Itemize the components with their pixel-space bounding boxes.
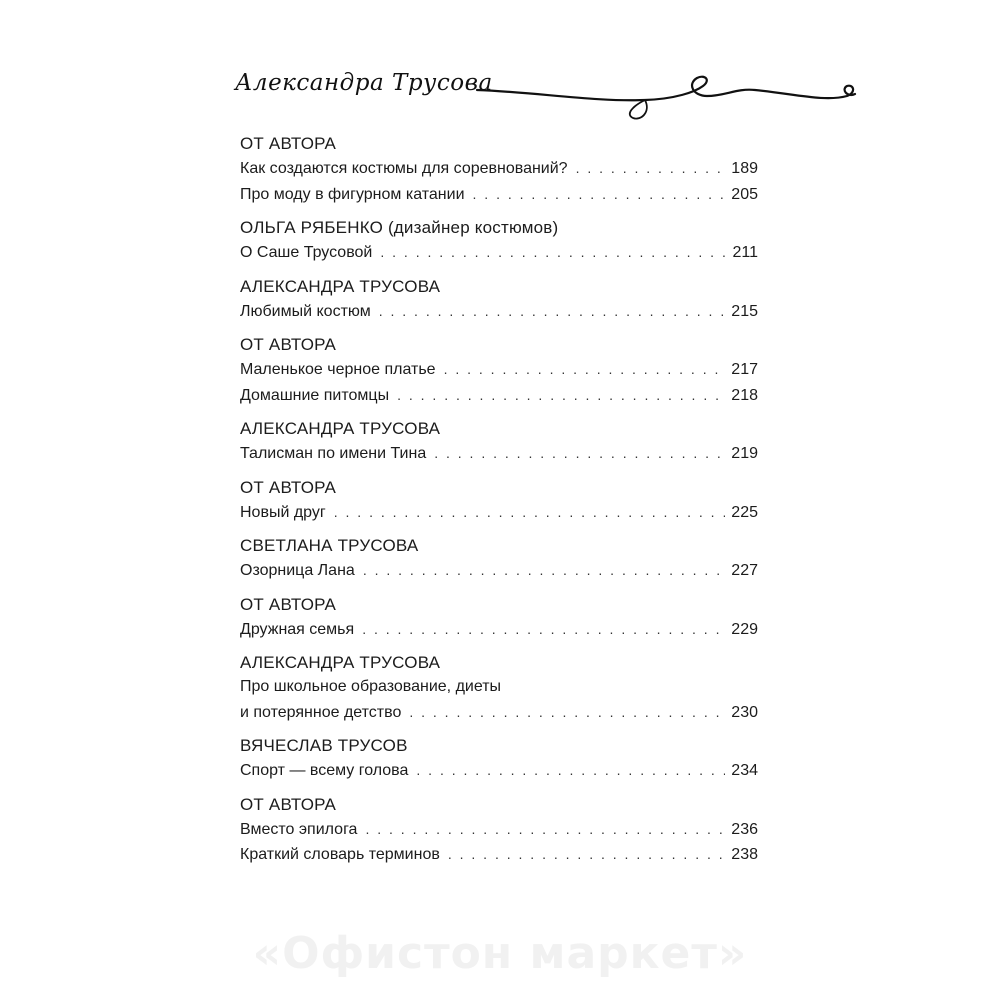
toc-section: [240, 476, 758, 526]
entry-title: Про моду в фигурном катании: [240, 185, 465, 203]
section-heading: ОТ АВТОРА: [240, 335, 337, 354]
section-heading: ОТ АВТОРА: [240, 477, 337, 497]
entry-title: Талисман по имени Тина: [240, 445, 427, 462]
entry-title: Озорница Лана: [240, 562, 355, 579]
page-header: [235, 62, 860, 122]
dot-leader: [576, 156, 726, 180]
section-heading: ОЛЬГА РЯБЕНКО (дизайнер костюмов): [240, 218, 559, 237]
section-heading: АЛЕКСАНДРА ТРУСОВА: [240, 653, 441, 672]
dot-leader: [409, 700, 725, 724]
toc-section: [240, 417, 758, 467]
toc-entry[interactable]: [240, 817, 758, 843]
entry-title: Спорт — всему голова: [240, 762, 409, 779]
toc-section: [240, 734, 758, 784]
toc-entry[interactable]: [240, 299, 758, 325]
entry-title: Вместо эпилога: [240, 820, 358, 838]
section-heading: ОТ АВТОРА: [240, 134, 337, 153]
entry-title: Как создаются костюмы для соревнований?: [240, 160, 568, 177]
toc-section: [240, 275, 758, 325]
toc-section: [240, 793, 758, 868]
dot-leader: [397, 383, 725, 407]
toc-section: [240, 216, 758, 266]
entry-title: Краткий словарь терминов: [240, 846, 440, 863]
section-heading: АЛЕКСАНДРА ТРУСОВА: [240, 419, 441, 438]
toc-section: [240, 333, 758, 408]
page-number: 189: [731, 160, 758, 177]
toc-entry[interactable]: [240, 156, 758, 182]
toc-entry[interactable]: [240, 675, 758, 725]
toc-entry[interactable]: [240, 182, 758, 208]
page-number: 215: [731, 302, 758, 320]
dot-leader: [334, 500, 726, 524]
watermark: «Офистон маркет»: [252, 928, 748, 979]
decorative-swirl-icon: [475, 62, 860, 122]
section-heading: ОТ АВТОРА: [240, 794, 337, 814]
section-heading: ОТ АВТОРА: [240, 594, 337, 614]
entry-title: О Саше Трусовой: [240, 244, 373, 261]
toc-entry[interactable]: [240, 617, 758, 643]
dot-leader: [363, 558, 725, 582]
page-number: 205: [731, 185, 758, 203]
dot-leader: [444, 357, 726, 381]
page-number: 211: [732, 244, 758, 261]
toc-entry[interactable]: [240, 240, 758, 266]
author-signature: Александра Трусова: [235, 70, 493, 96]
table-of-contents: [240, 132, 758, 877]
page-number: 217: [731, 361, 758, 378]
dot-leader: [379, 299, 726, 323]
toc-section: [240, 132, 758, 207]
toc-entry[interactable]: [240, 383, 758, 409]
page-number: 230: [731, 703, 758, 721]
page-number: 219: [731, 445, 758, 462]
dot-leader: [365, 817, 725, 841]
entry-title-line2: и потерянное детство: [240, 703, 402, 721]
toc-section: [240, 651, 758, 725]
page-number: 218: [731, 386, 758, 404]
entry-title-line1: Про школьное образование, диеты: [240, 678, 502, 695]
toc-entry[interactable]: [240, 758, 758, 784]
entry-title: Маленькое черное платье: [240, 361, 436, 378]
section-heading: СВЕТЛАНА ТРУСОВА: [240, 536, 419, 555]
toc-section: [240, 593, 758, 643]
section-heading: ВЯЧЕСЛАВ ТРУСОВ: [240, 736, 408, 755]
toc-entry[interactable]: [240, 500, 758, 526]
dot-leader: [416, 758, 725, 782]
toc-section: [240, 534, 758, 584]
page-number: 234: [731, 762, 758, 779]
page-number: 229: [731, 620, 758, 638]
entry-title: Домашние питомцы: [240, 386, 390, 404]
page-number: 225: [731, 503, 758, 521]
dot-leader: [380, 240, 726, 264]
toc-entry[interactable]: [240, 357, 758, 383]
dot-leader: [448, 842, 725, 866]
entry-title: Дружная семья: [240, 620, 355, 638]
page-number: 238: [731, 846, 758, 863]
section-heading: АЛЕКСАНДРА ТРУСОВА: [240, 276, 441, 296]
toc-entry-line2: [240, 700, 758, 726]
entry-title: Любимый костюм: [240, 302, 371, 320]
toc-entry[interactable]: [240, 558, 758, 584]
dot-leader: [362, 617, 725, 641]
page-number: 227: [731, 562, 758, 579]
page-number: 236: [731, 820, 758, 838]
entry-title: Новый друг: [240, 503, 326, 521]
toc-entry[interactable]: [240, 842, 758, 868]
dot-leader: [434, 441, 725, 465]
dot-leader: [473, 182, 726, 206]
toc-entry[interactable]: [240, 441, 758, 467]
